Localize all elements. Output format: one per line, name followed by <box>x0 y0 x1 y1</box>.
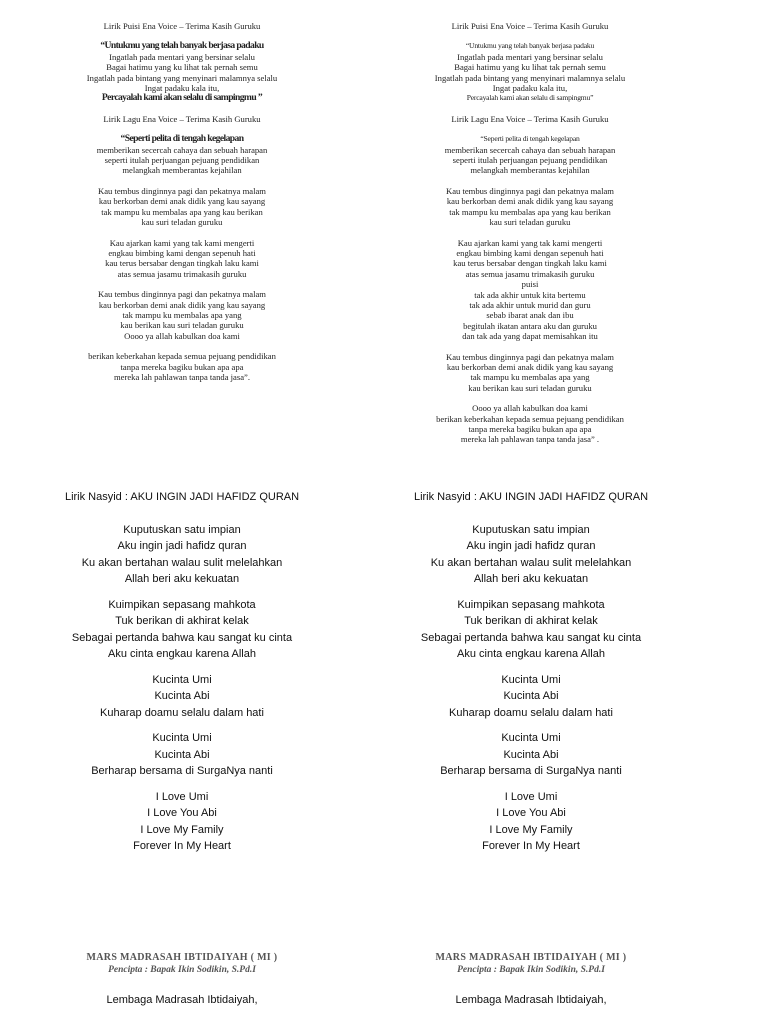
nasyid-line: I Love You Abi <box>496 807 566 819</box>
nasyid-line: Sebagai pertanda bahwa kau sangat ku cinta <box>71 631 293 644</box>
nasyid-line: Aku ingin jadi hafidz quran <box>117 540 247 552</box>
song-stanza <box>380 403 680 445</box>
nasyid-line: Allah beri aku kekuatan <box>124 573 240 585</box>
nasyid-line: Aku cinta engkau karena Allah <box>457 648 605 660</box>
song-stanza <box>380 238 680 342</box>
nasyid-line: Kuharap doamu selalu dalam hati <box>449 706 613 719</box>
right-nasyid-section <box>381 489 681 864</box>
nasyid-stanza <box>381 789 681 855</box>
nasyid-stanza <box>381 672 681 722</box>
song-line: atas semua jasamu trimakasih guruku <box>465 268 595 279</box>
song-line: berikan keberkahan kepada semua pejuang pendidikan <box>436 413 624 424</box>
song-line: kau berikan kau suri teladan guruku <box>120 320 244 331</box>
left-song-title: Lirik Lagu Ena Voice – Terima Kasih Guruku <box>103 113 261 124</box>
poem-line: “Untukmu yang telah banyak berjasa padaku <box>465 41 595 51</box>
nasyid-line: Ku akan bertahan walau sulit melelahkan <box>430 556 632 569</box>
song-line: melangkah memberantas kejahilan <box>470 165 590 176</box>
poem-line: Ingatlah pada mentari yang bersinar selalu <box>109 51 255 62</box>
nasyid-line: Tuk berikan di akhirat kelak <box>115 615 249 627</box>
song-line: kau terus bersabar dengan tingkah laku kami <box>105 258 259 269</box>
nasyid-line: Berharap bersama di SurgaNya nanti <box>440 765 622 777</box>
song-line: seperti itulah perjuangan pejuang pendidikan <box>452 155 608 166</box>
song-line: tanpa mereka bagiku bukan apa apa <box>468 424 592 434</box>
poem-line: Percayalah kami akan selalu di sampingmu” <box>466 93 594 103</box>
song-line: kau berkorban demi anak didik yang kau sayang <box>446 196 614 207</box>
nasyid-line: Kucinta Umi <box>152 732 212 744</box>
song-line: melangkah memberantas kejahilan <box>122 165 242 176</box>
poem-line: Ingatlah pada bintang yang menyinari malamnya selalu <box>434 72 626 83</box>
song-line: engkau bimbing kami dengan sepenuh hati <box>108 247 256 258</box>
nasyid-title: Lirik Nasyid : AKU INGIN JADI HAFIDZ QURAN <box>64 491 300 503</box>
song-line: berikan keberkahan kepada semua pejuang pendidikan <box>88 351 276 362</box>
song-line: tak ada akhir untuk murid dan guru <box>469 299 591 310</box>
nasyid-line: Kucinta Umi <box>501 732 561 744</box>
nasyid-line: Kucinta Abi <box>154 690 210 702</box>
left-poem-stanza <box>32 41 332 103</box>
nasyid-line: Kucinta Umi <box>152 673 212 686</box>
poem-line: Bagai hatimu yang ku lihat tak pernah semu <box>454 62 606 73</box>
nasyid-stanza <box>32 597 332 663</box>
song-line: kau berkorban demi anak didik yang kau sayang <box>98 299 266 310</box>
nasyid-line: Forever In My Heart <box>482 840 580 852</box>
song-line: kau terus bersabar dengan tingkah laku kami <box>453 258 607 269</box>
right-lyrics-page <box>380 21 680 455</box>
poem-line: Ingatlah pada mentari yang bersinar selalu <box>457 51 603 62</box>
song-line: Kau ajarkan kami yang tak kami mengerti <box>109 237 255 248</box>
nasyid-stanza <box>381 730 681 780</box>
poem-line: Ingat padaku kala itu, <box>144 83 220 94</box>
song-line: kau berkorban demi anak didik yang kau sayang <box>446 361 614 372</box>
song-line: memberikan secercah cahaya dan sebuah harapan <box>444 144 616 155</box>
nasyid-line: Kucinta Umi <box>501 673 561 686</box>
nasyid-line: Kuimpikan sepasang mahkota <box>108 598 256 611</box>
poem-line: Percayalah kami akan selalu di sampingmu ” <box>101 92 263 104</box>
left-mars-section <box>32 952 332 1006</box>
song-line: Oooo ya allah kabulkan doa kami <box>472 403 588 414</box>
nasyid-line: I Love My Family <box>140 823 224 836</box>
song-line: tak ada akhir untuk kita bertemu <box>474 289 586 300</box>
song-line: atas semua jasamu trimakasih guruku <box>117 268 247 279</box>
right-poem-title: Lirik Puisi Ena Voice – Terima Kasih Guruku <box>451 21 609 31</box>
nasyid-line: I Love My Family <box>489 823 573 836</box>
nasyid-line: Aku ingin jadi hafidz quran <box>466 540 596 552</box>
left-lyrics-page <box>32 21 332 392</box>
song-line: tak mampu ku membalas apa yang kau berikan <box>101 206 263 217</box>
nasyid-line: Kuputuskan satu impian <box>472 523 590 536</box>
song-line: engkau bimbing kami dengan sepenuh hati <box>456 247 604 258</box>
song-line: memberikan secercah cahaya dan sebuah harapan <box>96 144 268 155</box>
song-line: tanpa mereka bagiku bukan apa apa <box>120 361 244 372</box>
nasyid-stanza <box>32 522 332 588</box>
song-line: seperti itulah perjuangan pejuang pendidikan <box>104 155 260 166</box>
song-line: kau berkorban demi anak didik yang kau sayang <box>98 196 266 207</box>
song-line: kau suri teladan guruku <box>141 217 223 228</box>
nasyid-stanza <box>32 672 332 722</box>
right-song-title: Lirik Lagu Ena Voice – Terima Kasih Guruku <box>451 113 609 124</box>
song-line: dan tak ada yang dapat memisahkan itu <box>462 331 598 342</box>
nasyid-line: Kuimpikan sepasang mahkota <box>457 598 605 611</box>
nasyid-line: I Love Umi <box>504 790 558 803</box>
song-stanza <box>380 134 680 176</box>
song-line: Kau tembus dinginnya pagi dan pekatnya malam <box>97 289 266 300</box>
nasyid-stanza <box>32 789 332 855</box>
nasyid-line: Allah beri aku kekuatan <box>473 573 589 585</box>
nasyid-line: Ku akan bertahan walau sulit melelahkan <box>81 556 283 569</box>
left-nasyid-section <box>32 489 332 864</box>
nasyid-line: Aku cinta engkau karena Allah <box>108 648 256 660</box>
song-stanza <box>380 352 680 394</box>
song-stanza <box>32 238 332 280</box>
song-line: mereka lah pahlawan tanpa tanda jasa” . <box>460 434 600 445</box>
nasyid-line: I Love You Abi <box>147 807 217 819</box>
poem-line: Bagai hatimu yang ku lihat tak pernah semu <box>106 62 258 73</box>
song-stanza <box>32 351 332 382</box>
nasyid-title: Lirik Nasyid : AKU INGIN JADI HAFIDZ QURAN <box>413 491 649 503</box>
nasyid-stanza <box>32 730 332 780</box>
song-stanza <box>32 134 332 176</box>
song-line: Kau tembus dinginnya pagi dan pekatnya malam <box>445 185 614 196</box>
song-line: kau suri teladan guruku <box>489 217 571 228</box>
mars-first-line: Lembaga Madrasah Ibtidaiyah, <box>455 994 607 1006</box>
nasyid-stanza <box>381 522 681 588</box>
nasyid-line: Kuharap doamu selalu dalam hati <box>100 706 264 719</box>
right-mars-section <box>381 952 681 1006</box>
song-line: Kau tembus dinginnya pagi dan pekatnya malam <box>97 185 266 196</box>
song-line: tak mampu ku membalas apa yang <box>122 309 242 320</box>
nasyid-line: Tuk berikan di akhirat kelak <box>464 615 598 627</box>
nasyid-line: Kucinta Abi <box>503 690 559 702</box>
song-line: puisi <box>521 279 539 290</box>
nasyid-line: Kuputuskan satu impian <box>123 523 241 536</box>
song-line: sebab ibarat anak dan ibu <box>486 310 574 321</box>
nasyid-stanza <box>381 597 681 663</box>
nasyid-line: Kucinta Abi <box>503 748 559 761</box>
song-line: Kau ajarkan kami yang tak kami mengerti <box>457 237 603 248</box>
song-stanza <box>32 186 332 228</box>
song-line: Kau tembus dinginnya pagi dan pekatnya malam <box>445 351 614 362</box>
mars-composer: Pencipta : Bapak Ikin Sodikin, S.Pd.I <box>108 965 256 975</box>
poem-line: Ingat padaku kala itu, <box>492 83 568 94</box>
mars-composer: Pencipta : Bapak Ikin Sodikin, S.Pd.I <box>457 965 605 975</box>
song-line: Oooo ya allah kabulkan doa kami <box>124 330 240 341</box>
song-line: “Seperti pelita di tengah kegelapan <box>120 133 244 145</box>
song-line: kau berikan kau suri teladan guruku <box>468 382 592 393</box>
mars-first-line: Lembaga Madrasah Ibtidaiyah, <box>106 994 258 1006</box>
nasyid-line: Sebagai pertanda bahwa kau sangat ku cinta <box>420 631 642 644</box>
poem-line: Ingatlah pada bintang yang menyinari malamnya selalu <box>86 72 278 83</box>
mars-title: MARS MADRASAH IBTIDAIYAH ( MI ) <box>435 952 627 963</box>
mars-title: MARS MADRASAH IBTIDAIYAH ( MI ) <box>86 952 278 963</box>
nasyid-line: Berharap bersama di SurgaNya nanti <box>91 765 273 777</box>
left-poem-title: Lirik Puisi Ena Voice – Terima Kasih Guruku <box>103 21 261 31</box>
poem-line: “Untukmu yang telah banyak berjasa padaku <box>100 40 264 52</box>
song-line: begitulah ikatan antara aku dan guruku <box>463 320 597 331</box>
song-line: tak mampu ku membalas apa yang kau berikan <box>449 206 611 217</box>
song-stanza <box>32 289 332 341</box>
song-line: “Seperti pelita di tengah kegelapan <box>480 134 580 144</box>
song-line: tak mampu ku membalas apa yang <box>470 372 590 383</box>
nasyid-line: Forever In My Heart <box>133 840 231 852</box>
nasyid-line: I Love Umi <box>155 790 209 803</box>
nasyid-line: Kucinta Abi <box>154 748 210 761</box>
song-line: mereka lah pahlawan tanpa tanda jasa”. <box>114 371 250 382</box>
song-stanza <box>380 186 680 228</box>
right-poem-stanza <box>380 41 680 103</box>
